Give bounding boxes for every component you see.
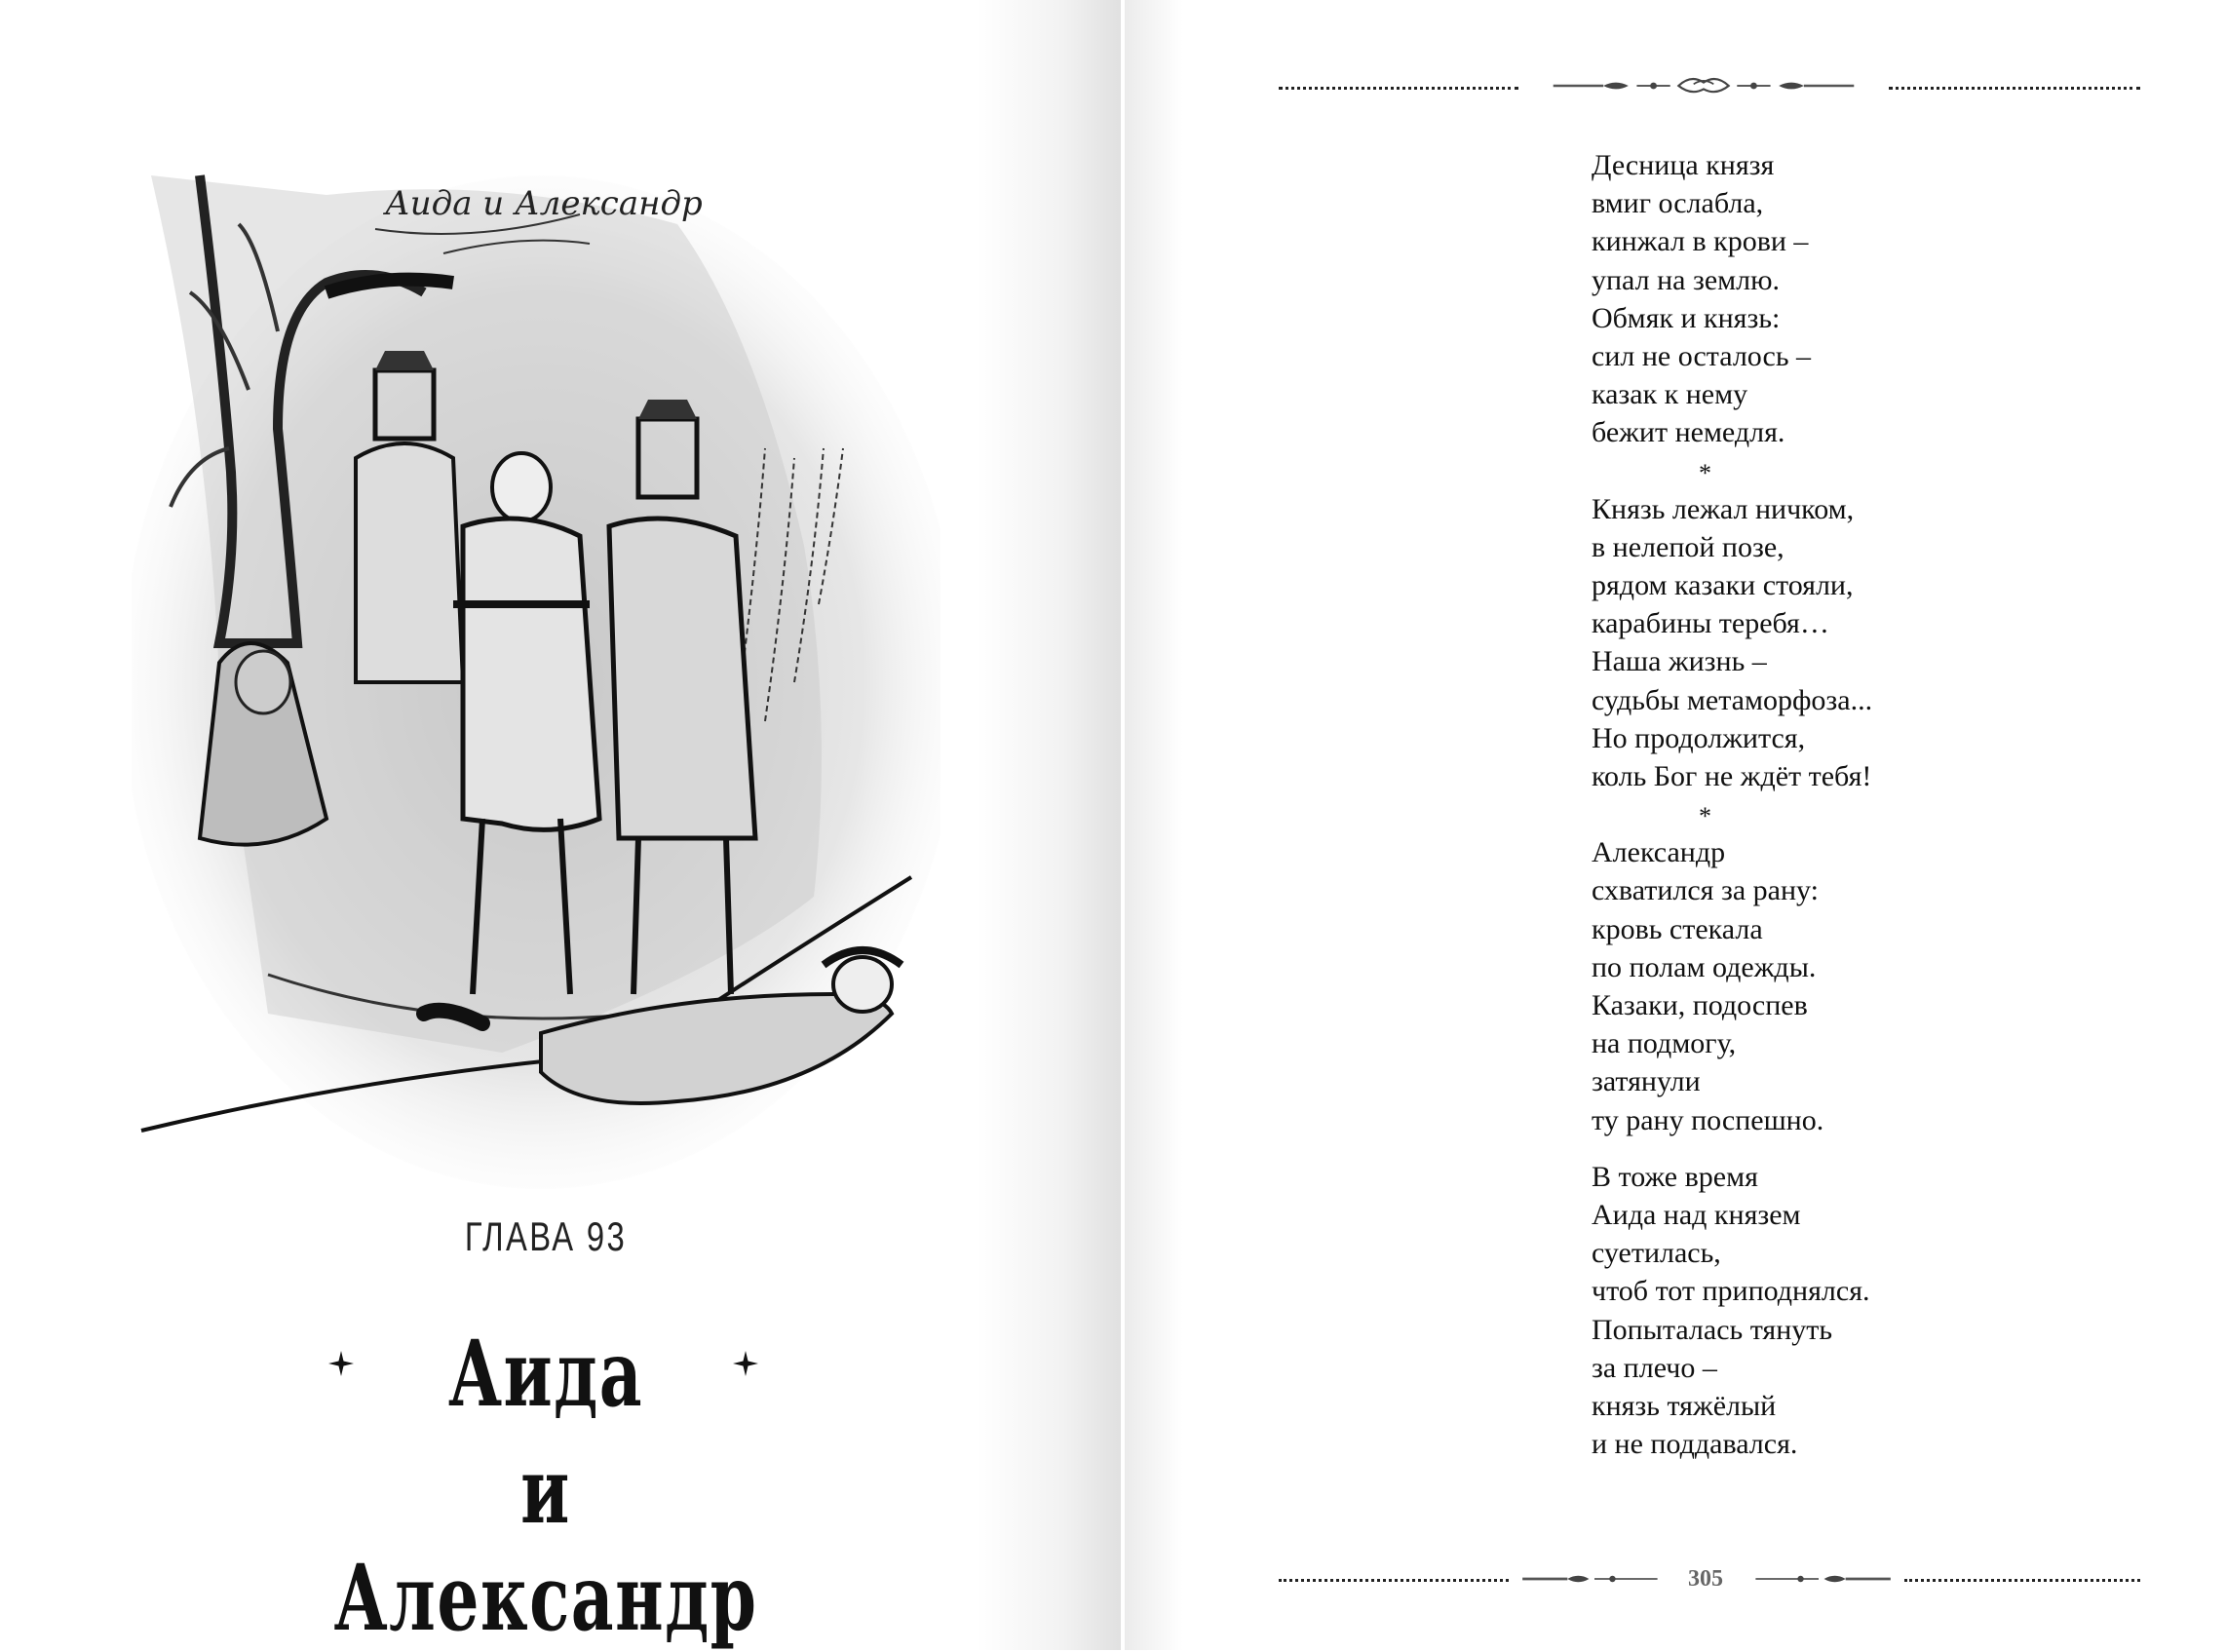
poem-line: Князь лежал ничком, <box>1592 492 1855 525</box>
poem-line: ту рану поспешно. <box>1592 1103 1824 1136</box>
poem-line: по полам одежды. <box>1592 950 1817 983</box>
poem-line: Обмяк и князь: <box>1592 301 1781 334</box>
chapter-title-line1: Аида <box>447 1321 644 1428</box>
footer-ornament-right-icon <box>1741 1567 1897 1591</box>
poem-line: Аида над князем <box>1592 1199 1801 1232</box>
poem-line: за плечо – <box>1592 1351 1717 1384</box>
poem-line: Александр <box>1592 836 1726 869</box>
poem-line: на подмогу, <box>1592 1027 1737 1060</box>
poem-line: кровь стекала <box>1592 912 1763 945</box>
poem-line: кинжал в крови – <box>1592 225 1809 258</box>
poem-line: карабины теребя… <box>1592 607 1829 640</box>
poem-line: и не поддавался. <box>1592 1428 1798 1461</box>
poem-line: вмиг ослабла, <box>1592 187 1764 220</box>
header-ornament-icon <box>1528 74 1879 97</box>
poem-line: Казаки, подоспев <box>1592 989 1808 1022</box>
stanza-separator: * <box>1699 802 1711 831</box>
poem-line: бежит немедля. <box>1592 416 1785 449</box>
footer-dotted-rule <box>1904 1579 2140 1582</box>
poem-line: схватился за рану: <box>1592 874 1819 907</box>
poem-line: чтоб тот приподнялся. <box>1592 1275 1870 1308</box>
poem-text <box>1592 146 2098 1464</box>
poem-line: сил не осталось – <box>1592 340 1812 373</box>
chapter-illustration <box>132 136 940 1189</box>
chapter-label: ГЛАВА 93 <box>464 1213 628 1259</box>
gutter-shadow <box>975 0 1121 1650</box>
poem-line: Десница князя <box>1592 149 1775 181</box>
poem-line: В тоже время <box>1592 1160 1758 1193</box>
stanza-separator: * <box>1699 458 1711 487</box>
poem-line: Попыталась тянуть <box>1592 1313 1833 1346</box>
header-dotted-rule <box>1279 87 1518 90</box>
illustration-caption: Аида и Александр <box>385 184 703 223</box>
poem-line: Наша жизнь – <box>1592 645 1767 678</box>
footer-dotted-rule <box>1279 1579 1509 1582</box>
poem-line: затянули <box>1592 1065 1701 1098</box>
poem-line: упал на землю. <box>1592 263 1781 296</box>
gutter-shadow <box>1125 0 1183 1650</box>
poem-line: суетилась, <box>1592 1237 1721 1270</box>
header-dotted-rule <box>1889 87 2140 90</box>
stanza-gap <box>1592 1139 2098 1158</box>
poem-line: казак к нему <box>1592 378 1748 411</box>
poem-line: рядом казаки стояли, <box>1592 569 1854 602</box>
poem-line: судьбы метаморфоза... <box>1592 683 1873 716</box>
poem-line: Но продолжится, <box>1592 721 1806 754</box>
chapter-title-line2: и Александр <box>333 1438 758 1652</box>
footer-ornament-left-icon <box>1516 1567 1672 1591</box>
poem-line: коль Бог не ждёт тебя! <box>1592 760 1872 793</box>
page-number: 305 <box>1688 1566 1723 1592</box>
poem-line: в нелепой позе, <box>1592 530 1785 563</box>
poem-line: князь тяжёлый <box>1592 1390 1777 1423</box>
